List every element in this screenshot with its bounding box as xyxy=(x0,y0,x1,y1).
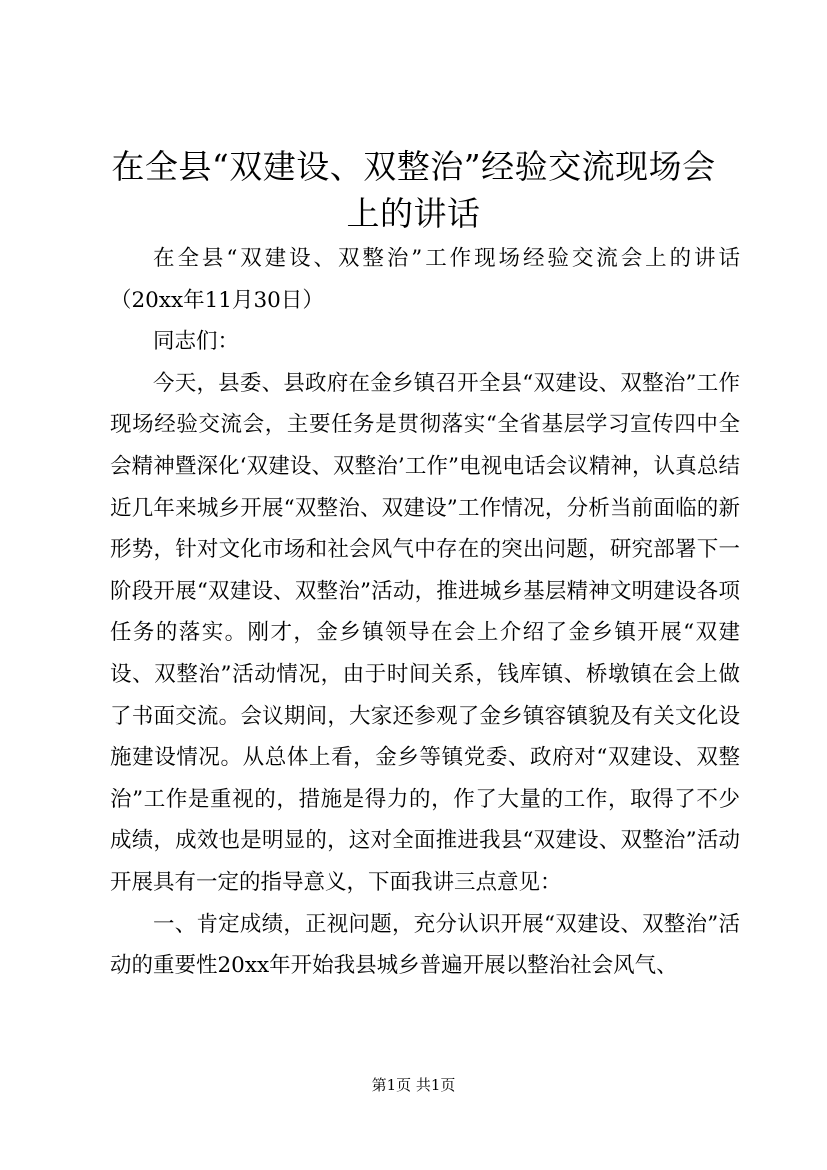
subtitle-paragraph: 在全县“双建设、双整治”工作现场经验交流会上的讲话（20xx年11月30日） xyxy=(110,246,740,313)
salutation-paragraph: 同志们： xyxy=(153,329,240,355)
document-title: 在全县“双建设、双整治”经验交流现场会上的讲话 xyxy=(111,147,716,233)
section-one-paragraph: 一、肯定成绩，正视问题，充分认识开展“双建设、双整治”活动的重要性20xx年开始我县城乡普遍开展以整治社会风气、 xyxy=(110,911,740,979)
document-body xyxy=(110,238,740,987)
page-footer: 第1页 共1页 xyxy=(371,1076,456,1094)
body-paragraph: 今天，县委、县政府在金乡镇召开全县“双建设、双整治”工作现场经验交流会，主要任务是贯彻落实“全省基层学习宣传四中全会精神暨深化‘双建设、双整治’工作”电视电话会议精神，认真总结近几年来城乡开展“双整治、双建设”工作情况，分析当前面临的新形势，针对文化市场和社会风气中存在的突出问题，研究部署下一阶段开展“双建设、双整治”活动，推进城乡基层精神文明建设各项任务的落实。刚才，金乡镇领导在会上介绍了金乡镇开展“双建设、双整治”活动情况，由于时间关系，钱库镇、桥墩镇在会上做了书面交流。会议期间，大家还参观了金乡镇容镇貌及有关文化设施建设情况。从总体上看，金乡等镇党委、政府对“双建设、双整治”工作是重视的，措施是得力的，作了大量的工作，取得了不少成绩，成效也是明显的，这对全面推进我县“双建设、双整治”活动开展具有一定的指导意义，下面我讲三点意见： xyxy=(110,370,740,895)
